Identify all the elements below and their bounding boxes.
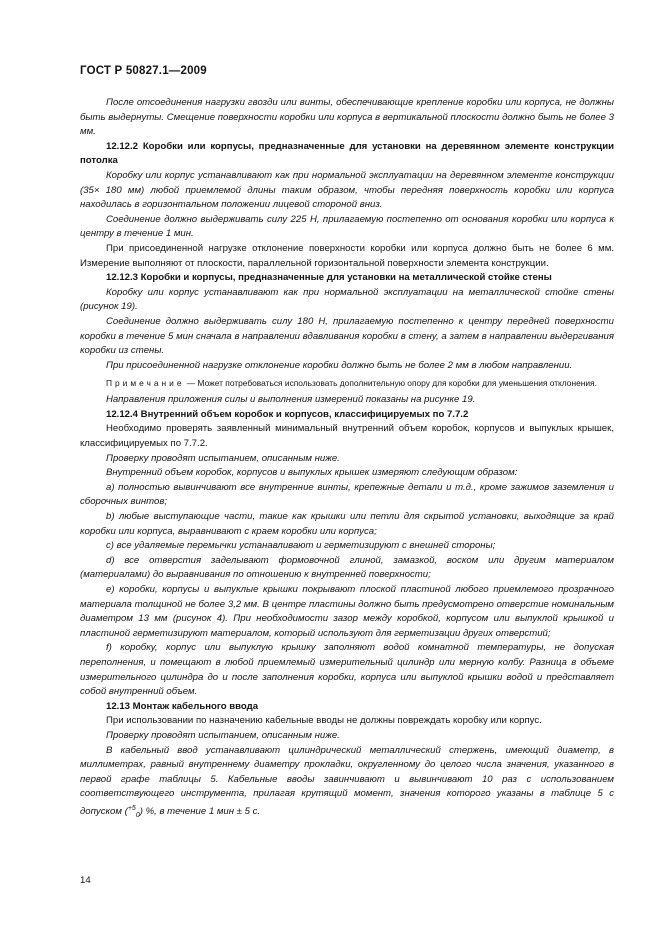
- list-item-b: b) любые выступающие части, такие как крышки или петли для скрытой установки, выходящие за край коробки или корпуса, выравнивают с краем коробки или корпуса;: [80, 511, 614, 537]
- paragraph: После отсоединения нагрузки гвозди или винты, обеспечивающие крепление коробки или корпуса, не должны быть выдернуты. Смещение поверхности коробки или корпуса в вертикальной плоскости должно быть не более 3 мм.: [80, 97, 614, 138]
- paragraph: [80, 744, 614, 824]
- paragraph: Необходимо проверять заявленный минимальный внутренний объем коробок, корпусов и выпуклых крышек, классифицируемых по 7.7.2.: [80, 423, 614, 450]
- paragraph: Соединение должно выдерживать силу 180 Н, прилагаемую постепенно к центру передней поверхности коробки в течение 5 мин сначала в направлении вдавливания коробки в стену, а затем в направлении выдергивания коробки из стены.: [80, 315, 614, 357]
- paragraph: Коробку или корпус устанавливают как при нормальной эксплуатации на деревянном элементе конструкции (35× 180 мм) любой приемлемой длины таким образом, чтобы передняя поверхность коробки или корпуса находилась в горизонтальном положении лицевой стороной вниз.: [80, 169, 614, 211]
- paragraph: При использовании по назначению кабельные вводы не должны повреждать коробку или корпус.: [106, 715, 542, 727]
- paragraph: Направления приложения силы и выполнения измерений показаны на рисунке 19.: [106, 394, 476, 406]
- section-heading-12-12-2: 12.12.2 Коробки или корпусы, предназначенные для установки на деревянном элементе конструкции потолка: [80, 140, 614, 167]
- paragraph: При присоединенной нагрузке отклонение поверхности коробки или корпуса должно быть не более 6 мм. Измерение выполняют от плоскости, параллельной горизонтальной поверхности элемента конструкции.: [80, 242, 614, 269]
- tolerance-upper: +5: [127, 804, 136, 812]
- paragraph: При присоединенной нагрузке отклонение коробки должно быть не более 2 мм в любом направлении.: [106, 359, 573, 371]
- list-item-d: d) все отверстия заделывают формовочной глиной, замазкой, воском или другим материалом (материалами) до выравнивания по отношению к внутренней поверхности;: [80, 554, 614, 581]
- section-heading-12-12-3: 12.12.3 Коробки и корпусы, предназначенные для установки на металлической стойке стены: [106, 272, 552, 284]
- list-item-a: a) полностью вывинчивают все внутренние винты, крепежные детали и т.д., кроме зажимов заземления и сборочных винтов;: [80, 481, 614, 508]
- paragraph: Проверку проводят испытанием, описанным ниже.: [106, 452, 340, 464]
- page-number: 14: [80, 875, 91, 886]
- tolerance-lower: 0: [135, 812, 140, 819]
- page-content: [80, 96, 614, 824]
- paragraph: Проверку проводят испытанием, описанным ниже.: [106, 729, 340, 741]
- note-label: Примечание: [106, 378, 185, 389]
- list-item-f: f) коробку, корпус или выпуклую крышку заполняют водой комнатной температуры, не допуская переполнения, и помещают в любой приемлемый измерительный цилиндр или мерную колбу. Разница в объеме измерительного цилиндра до и после заполнения коробки, корпуса или выпуклой крышки водой и представляет собой внутренний объем.: [80, 642, 614, 698]
- paragraph: Внутренний объем коробок, корпусов и выпуклых крышек измеряют следующим образом:: [106, 467, 518, 479]
- text-run: ) %, в течение 1 мин ± 5 с.: [139, 806, 261, 818]
- paragraph: Коробку или корпус устанавливают как при нормальной эксплуатации на металлической стойке стены (рисунок 19).: [80, 286, 614, 313]
- note: [80, 377, 614, 389]
- note-text: — Может потребоваться использовать дополнительную опору для коробки для уменьшения отклонения.: [184, 378, 597, 389]
- text-run: В кабельный ввод устанавливают цилиндрический металлический стержень, имеющий диаметр, в миллиметрах, равный внутреннему диаметру прокладки, округленному до целого числа значения, указанного в первой графе таблицы 5. Кабельные вводы завинчивают и вывинчивают 10 раз с использованием соответствующего инструмента, прилагая крутящий момент, значения которого указаны в таблице 5 с допуском (: [80, 744, 614, 818]
- list-item-c: c) все удаляемые перемычки устанавливают и герметизируют с внешней стороны;: [106, 540, 496, 552]
- standard-header: ГОСТ Р 50827.1—2009: [80, 65, 207, 77]
- section-heading-12-13: 12.13 Монтаж кабельного ввода: [106, 700, 259, 712]
- section-heading-12-12-4: 12.12.4 Внутренний объем коробок и корпусов, классифицируемых по 7.7.2: [106, 408, 469, 420]
- paragraph: Соединение должно выдерживать силу 225 Н, прилагаемую постепенно от основания коробки или корпуса к центру в течение 1 мин.: [80, 213, 614, 240]
- list-item-e: e) коробки, корпусы и выпуклые крышки покрывают плоской пластиной любого приемлемого прозрачного материала толщиной не более 3,2 мм. В центре пластины должно быть предусмотрено отверстие номинальным диаметром 13 мм (рисунок 4). При необходимости зазор между коробкой, корпусом или выпуклой крышкой и пластиной герметизируют материалом, который используют для герметизации других отверстий;: [80, 584, 614, 639]
